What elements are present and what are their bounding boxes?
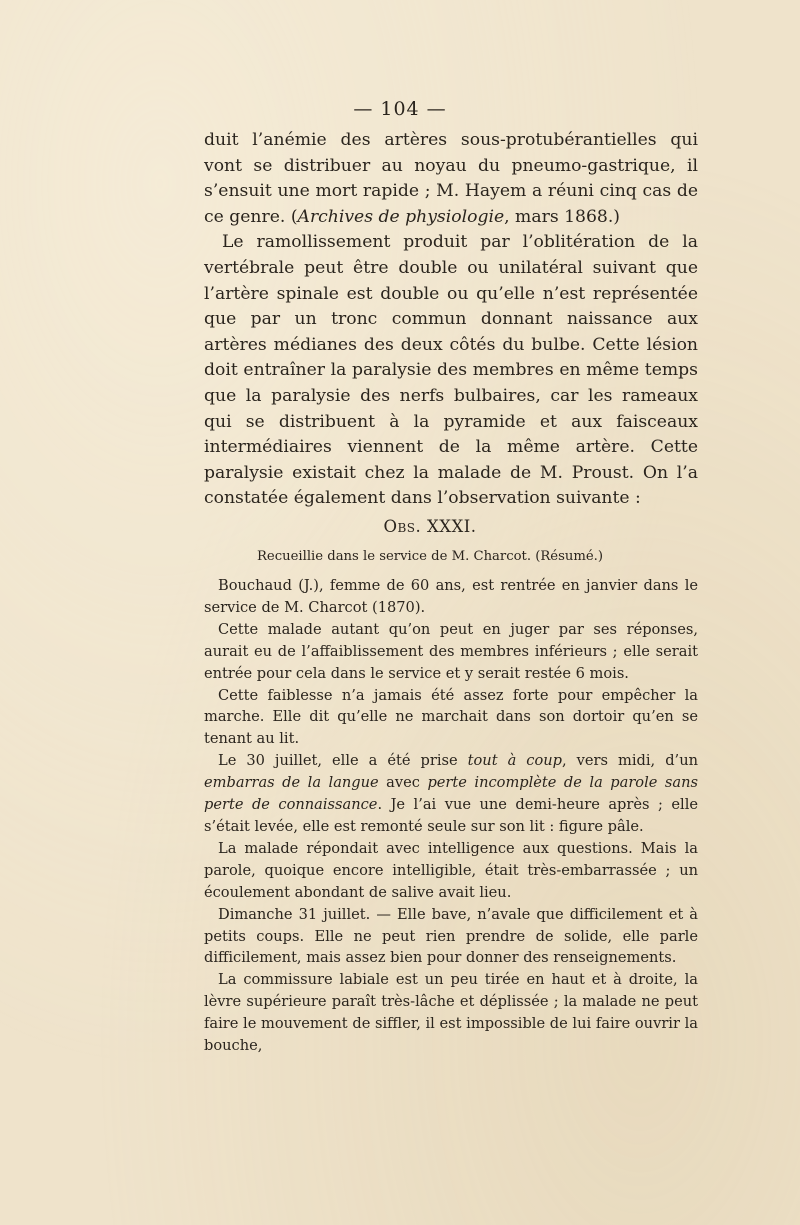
observation-paragraph-4: [204, 750, 698, 838]
obs-p4-a: Le 30 juillet, elle a été prise: [218, 752, 468, 770]
paragraph-1-end: , mars 1868.): [504, 206, 621, 227]
observation-title-prefix: Obs: [383, 517, 416, 536]
observation-paragraph-3: Cette faiblesse n’a jamais été assez forte pour empêcher la marche. Elle dit qu’elle ne marchait dans son dortoir qu’en se tenant au lit.: [204, 686, 698, 748]
observation-paragraph-1: Bouchaud (J.), femme de 60 ans, est rentrée en janvier dans le service de M. Charcot (1870).: [204, 577, 698, 616]
paragraph-1: [204, 128, 698, 230]
observation-text: [204, 575, 698, 1057]
observation-paragraph-5: La malade répondait avec intelligence aux questions. Mais la parole, quoique encore intelligible, était très-embarrassée ; un écoulement abondant de salive avait lieu.: [204, 839, 698, 901]
obs-p4-c: avec: [378, 774, 428, 792]
observation-paragraph-7: La commissure labiale est un peu tirée en haut et à droite, la lèvre supérieure paraît très-lâche et déplissée ; la malade ne peut faire le mouvement de siffler, il est impossible de lui faire ouvrir la bouche,: [204, 971, 698, 1055]
observation-subtitle: Recueillie dans le service de M. Charcot. (Résumé.): [256, 549, 604, 564]
observation-title-rest: . XXXI.: [415, 517, 477, 536]
page-number: — 104 —: [353, 98, 447, 120]
paragraph-1-text: duit l’anémie des artères sous-protubérantielles qui vont se distribuer au noyau du pneumo-gastrique, il s’ensuit une mort rapide ; M. Hayem a réuni cinq cas de ce genre. (: [204, 130, 698, 227]
observation-title: [0, 517, 800, 536]
obs-p4-italic-2: embarras de la langue: [204, 774, 379, 792]
obs-p4-d: . Je l’ai vue une demi-heure après ; elle s’était levée, elle est remonté seule sur son lit : figure pâle.: [204, 796, 698, 835]
journal-title: Archives de physiologie: [297, 206, 505, 227]
obs-p4-italic-3: perte incomplète de la parole sans perte de connaissance: [204, 774, 698, 814]
obs-p4-b: , vers midi, d’un: [562, 752, 698, 770]
main-text: [204, 128, 698, 512]
observation-paragraph-6: Dimanche 31 juillet. — Elle bave, n’avale que difficilement et à petits coups. Elle ne peut rien prendre de solide, elle parle difficilement, mais assez bien pour donner des renseignements.: [204, 905, 698, 967]
observation-paragraph-2: Cette malade autant qu’on peut en juger par ses réponses, aurait eu de l’affaiblissement des membres inférieurs ; elle serait entrée pour cela dans le service et y serait restée 6 mois.: [204, 620, 698, 682]
paragraph-2: Le ramollissement produit par l’oblitération de la vertébrale peut être double ou unilatéral suivant que l’artère spinale est double ou qu’elle n’est représentée que par un tronc commun donnant naissance aux artères médianes des deux côtés du bulbe. Cette lésion doit entraîner la paralysie des membres en même temps que la paralysie des nerfs bulbaires, car les rameaux qui se distribuent à la pyramide et aux faisceaux intermédiaires viennent de la même artère. Cette paralysie existait chez la malade de M. Proust. On l’a constatée également dans l’observation suivante :: [204, 232, 698, 509]
obs-p4-italic-1: tout à coup: [467, 752, 563, 770]
